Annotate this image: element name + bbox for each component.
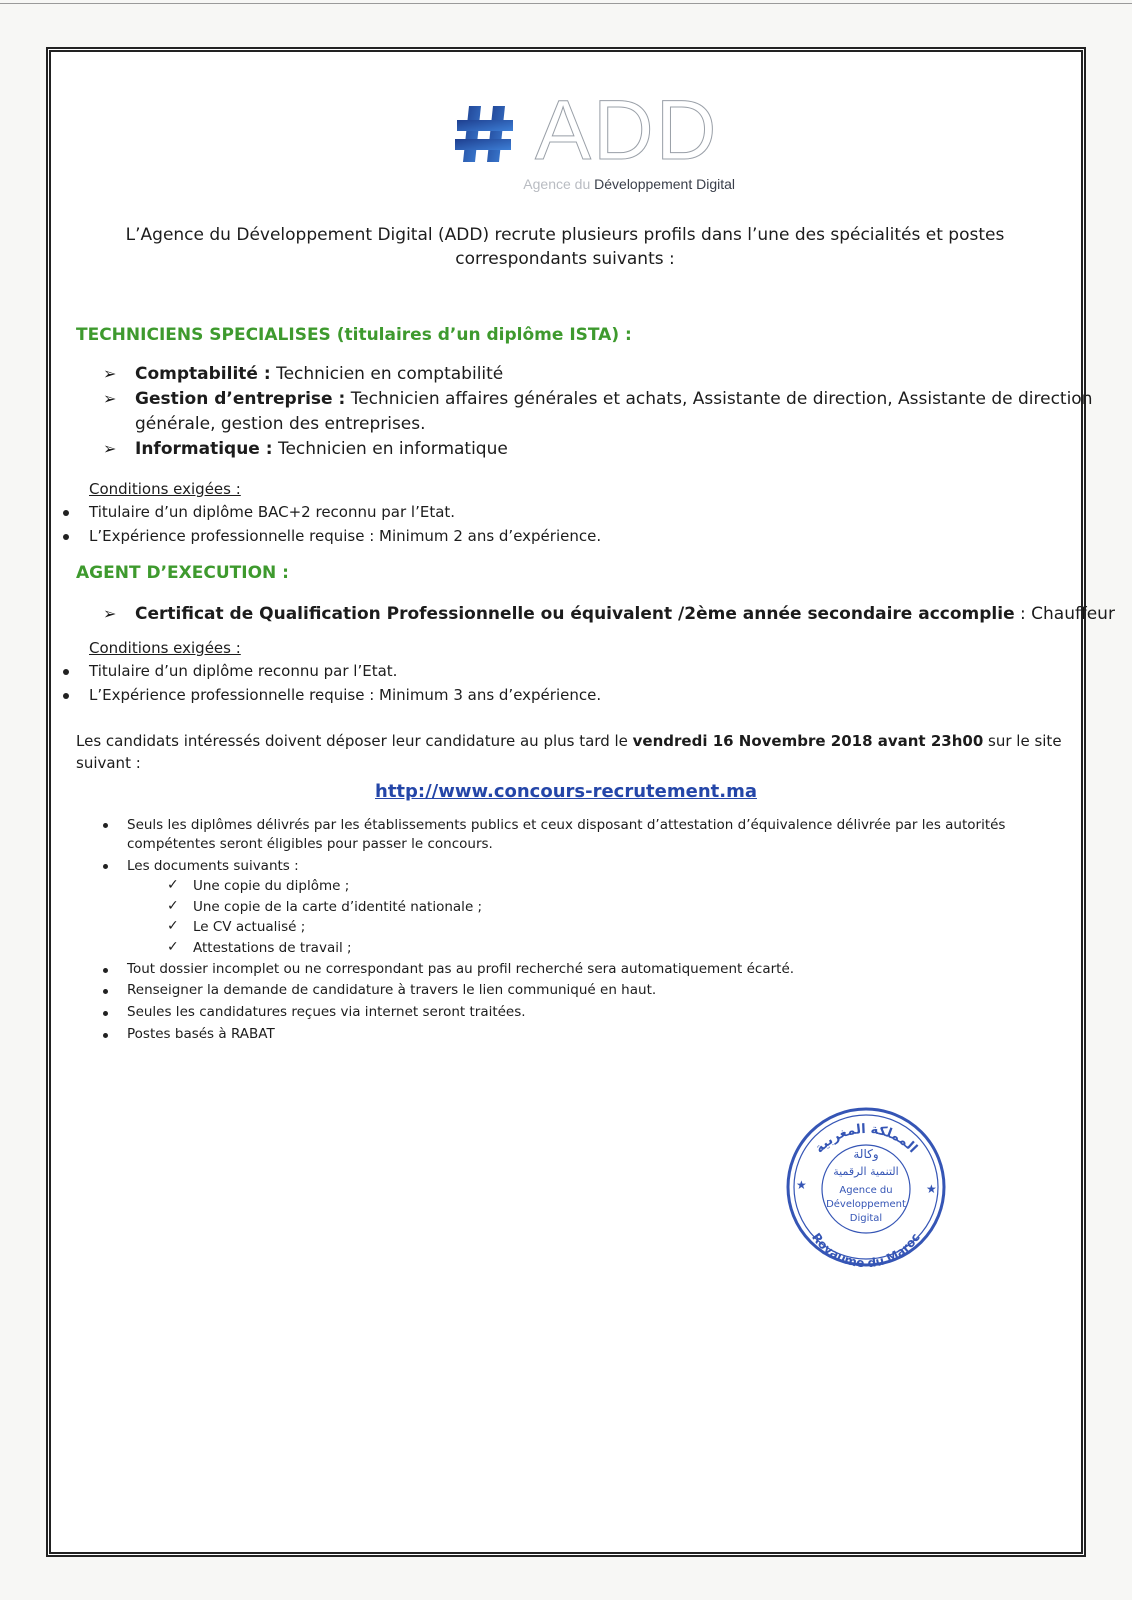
stamp-star-icon: ★ (796, 1178, 807, 1192)
hash-logo-icon (455, 102, 517, 166)
logo-letters: ADD (535, 83, 719, 177)
note-rule: Postes basés à RABAT (127, 1026, 275, 1042)
note-diplomas: Seuls les diplômes délivrés par les établissements publics et ceux disposant d’attestation d’équivalence délivrée par les autorités (127, 817, 1006, 833)
stamp-fr-line3: Digital (849, 1213, 883, 1224)
logo-subtitle-dark: Développement Digital (594, 176, 735, 192)
note-documents-label: Les documents suivants : (127, 858, 299, 874)
checkmark-icon: ✓ (167, 877, 179, 893)
arrow-bullet-icon: ➢ (103, 364, 117, 383)
bullet-dot-icon (63, 693, 69, 699)
role-desc: Technicien affaires générales et achats, Assistante de direction, Assistante de direction (345, 389, 1093, 409)
condition-item: Titulaire d’un diplôme BAC+2 reconnu par l’Etat. (89, 503, 456, 521)
note-rule: Tout dossier incomplet ou ne correspondant pas au profil recherché sera automatiquement écarté. (127, 961, 795, 977)
stamp-bottom-text: Royaume du Maroc (809, 1230, 923, 1271)
bullet-dot-icon (103, 989, 108, 994)
stamp-fr-line1: Agence du (839, 1185, 893, 1196)
checkmark-icon: ✓ (167, 898, 179, 914)
deadline-text-after: sur le site (983, 732, 1062, 750)
bullet-dot-icon (63, 669, 69, 675)
checkmark-icon: ✓ (167, 939, 179, 955)
stamp-arabic-agency: وكالة (853, 1147, 879, 1161)
arrow-bullet-icon: ➢ (103, 604, 117, 623)
svg-text:Royaume du Maroc (809, 1230, 923, 1270)
section-heading-agent: AGENT D’EXECUTION : (76, 563, 289, 583)
note-rule: Renseigner la demande de candidature à travers le lien communiqué en haut. (127, 982, 657, 998)
official-stamp (782, 1103, 950, 1271)
role-desc: : Chauffeur (1014, 604, 1115, 624)
role-title: Comptabilité : (135, 364, 271, 384)
deadline-line2: suivant : (76, 754, 141, 772)
stamp-star-icon: ★ (926, 1182, 937, 1196)
role-title: Certificat de Qualification Professionnelle ou équivalent /2ème année secondaire accomplie (135, 604, 1015, 624)
role-title: Gestion d’entreprise : (135, 389, 346, 409)
bullet-dot-icon (103, 1033, 108, 1038)
bullet-dot-icon (103, 968, 108, 973)
stamp-arabic-top: المملكة المغربية (812, 1121, 921, 1157)
role-desc: Technicien en informatique (272, 439, 508, 459)
conditions-label: Conditions exigées : (89, 639, 241, 657)
note-diplomas-continued: compétentes seront éligibles pour passer le concours. (127, 836, 493, 852)
bullet-dot-icon (103, 864, 108, 869)
role-informatique (135, 437, 508, 462)
document-item: Le CV actualisé ; (193, 919, 306, 935)
role-desc: Technicien en comptabilité (270, 364, 504, 384)
condition-item: L’Expérience professionnelle requise : Minimum 3 ans d’expérience. (89, 686, 602, 704)
conditions-label: Conditions exigées : (89, 480, 241, 498)
bullet-dot-icon (103, 1011, 108, 1016)
deadline-text: Les candidats intéressés doivent déposer leur candidature au plus tard le (76, 732, 633, 750)
logo-subtitle (455, 176, 735, 192)
section-heading-techniciens: TECHNICIENS SPECIALISES (titulaires d’un diplôme ISTA) : (76, 325, 632, 345)
bullet-dot-icon (103, 823, 108, 828)
logo-subtitle-light: Agence du (523, 176, 595, 192)
document-item: Une copie de la carte d’identité nationale ; (193, 899, 483, 915)
note-rule: Seules les candidatures reçues via internet seront traitées. (127, 1004, 526, 1020)
bullet-dot-icon (63, 510, 69, 516)
recruitment-link[interactable]: http://www.concours-recrutement.ma (375, 781, 757, 802)
intro-paragraph: L’Agence du Développement Digital (ADD) recrute plusieurs profils dans l’une des spécialités et postes correspondants suivants : (125, 225, 1005, 269)
url-line (0, 780, 1132, 804)
role-comptabilite (135, 362, 503, 387)
role-chauffeur (135, 602, 1115, 627)
arrow-bullet-icon: ➢ (103, 439, 117, 458)
stamp-arabic-name: التنمية الرقمية (833, 1165, 899, 1178)
document-item: Une copie du diplôme ; (193, 878, 350, 894)
role-gestion (135, 387, 1092, 412)
document-item: Attestations de travail ; (193, 940, 352, 956)
add-logo (455, 83, 745, 202)
condition-item: L’Expérience professionnelle requise : Minimum 2 ans d’expérience. (89, 527, 602, 545)
stamp-fr-line2: Développement (826, 1199, 906, 1210)
arrow-bullet-icon: ➢ (103, 389, 117, 408)
condition-item: Titulaire d’un diplôme reconnu par l’Etat. (89, 662, 398, 680)
deadline-paragraph (76, 730, 1062, 752)
role-gestion-continued: générale, gestion des entreprises. (135, 414, 426, 434)
checkmark-icon: ✓ (167, 918, 179, 934)
deadline-date: vendredi 16 Novembre 2018 avant 23h00 (632, 732, 984, 750)
scan-edge-line (0, 3, 1132, 4)
role-title: Informatique : (135, 439, 273, 459)
bullet-dot-icon (63, 534, 69, 540)
